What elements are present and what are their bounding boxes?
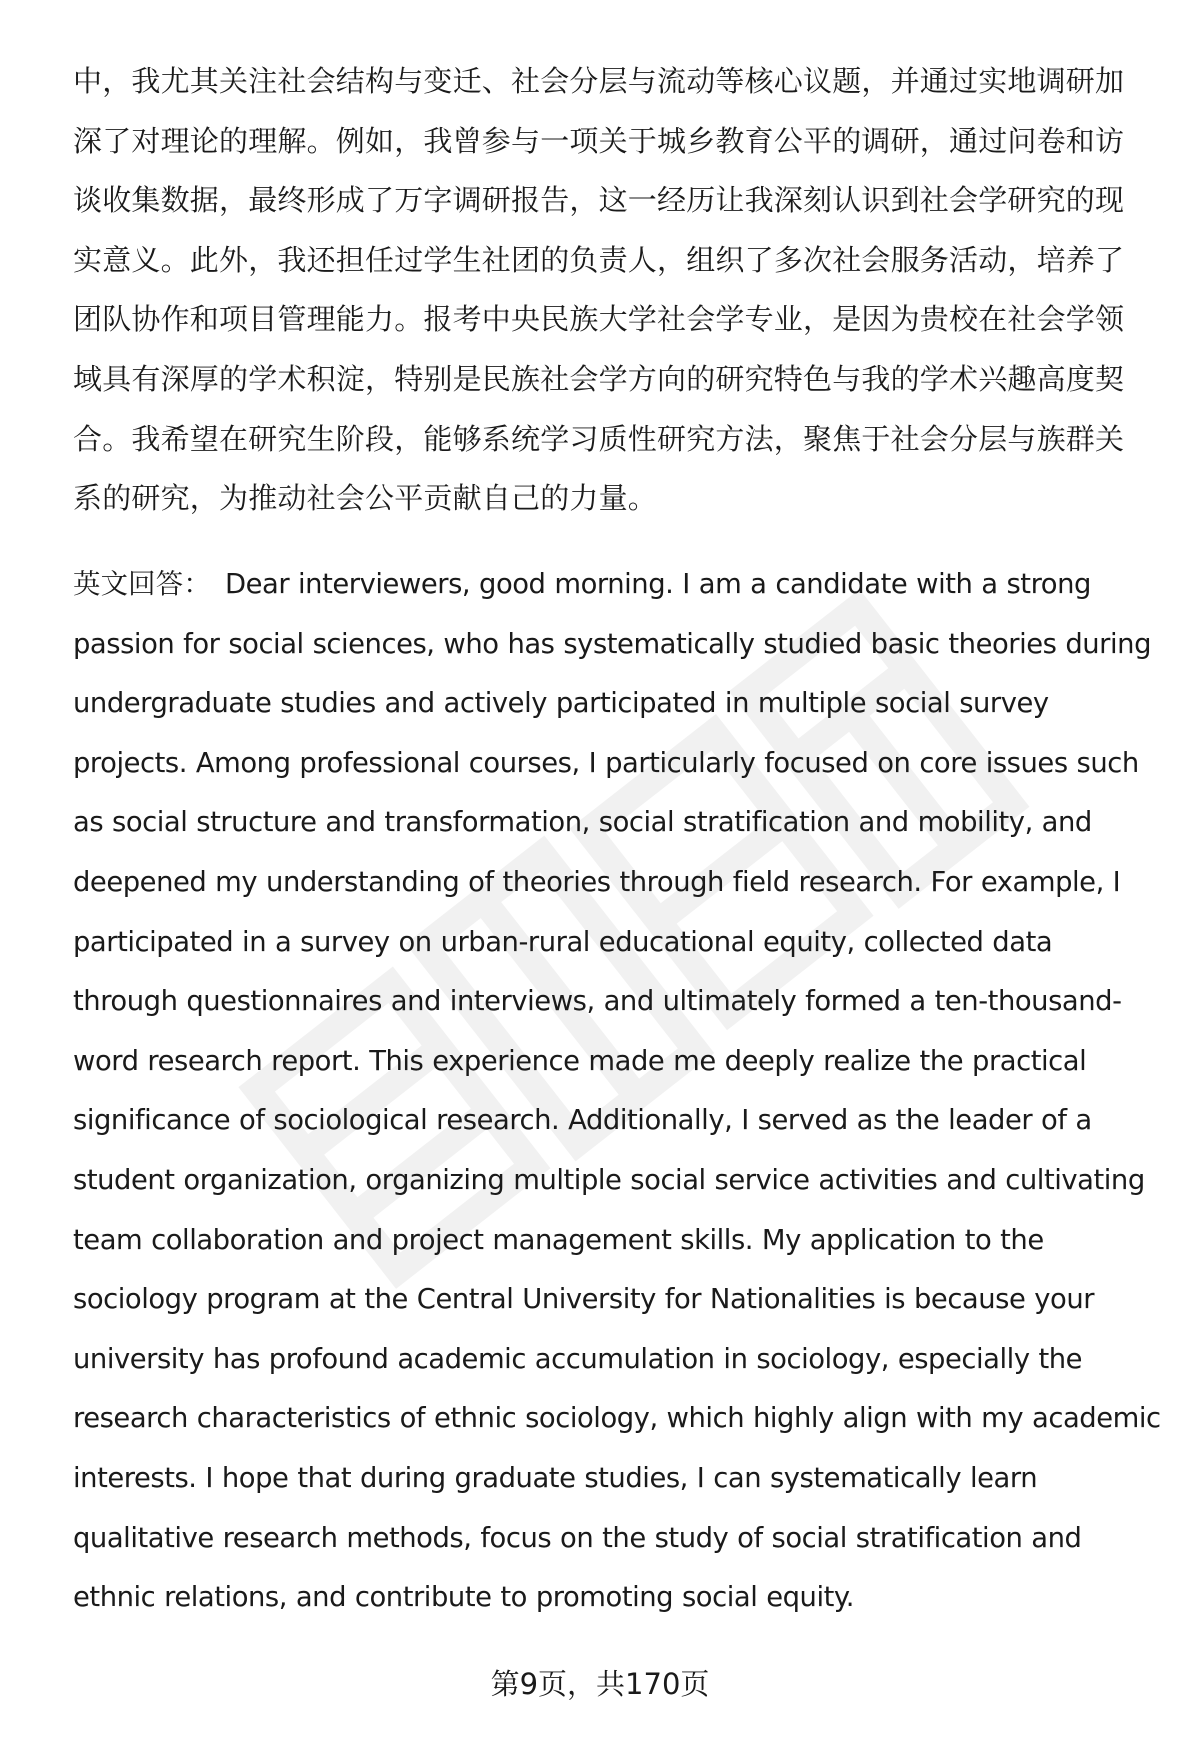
chinese-answer-paragraph: 中，我尤其关注社会结构与变迁、社会分层与流动等核心议题，并通过实地调研加深了对理论的理解。例如，我曾参与一项关于城乡教育公平的调研，通过问卷和访谈收集数据，最终形成了万字调研报告，这一经历让我深刻认识到社会学研究的现实意义。此外，我还担任过学生社团的负责人，组织了多次社会服务活动，培养了团队协作和项目管理能力。报考中央民族大学社会学专业，是因为贵校在社会学领域具有深厚的学术积淀，特别是民族社会学方向的研究特色与我的学术兴趣高度契合。我希望在研究生阶段，能够系统学习质性研究方法，聚焦于社会分层与族群关系的研究，为推动社会公平贡献自己的力量。: [73, 64, 1125, 516]
page-number-footer: 第9页，共170页: [490, 1667, 710, 1701]
english-answer-paragraph: [73, 555, 1163, 1628]
english-answer-text: Dear interviewers, good morning. I am a candidate with a strong passion for social sciences, who has systematically studied basic theories during undergraduate studies and actively participated in multiple social survey projects. Among professional courses, I particularly focused on core issues such as social structure and transformation, social stratification and mobility, and deepened my understanding of theories through field research. For example, I participated in a survey on urban-rural educational equity, collected data through questionnaires and interviews, and ultimately formed a ten-thousand-word research report. This experience made me deeply realize the practical significance of sociological research. Additionally, I served as the leader of a student organization, organizing multiple social service activities and cultivating team collaboration and project management skills. My application to the sociology program at the Central University for Nationalities is because your university has profound academic accumulation in sociology, especially the research characteristics of ethnic sociology, which highly align with my academic interests. I hope that during graduate studies, I can systematically learn qualitative research methods, focus on the study of social stratification and ethnic relations, and contribute to promoting social equity.: [73, 569, 1161, 1614]
english-answer-label: 英文回答：: [73, 569, 211, 600]
